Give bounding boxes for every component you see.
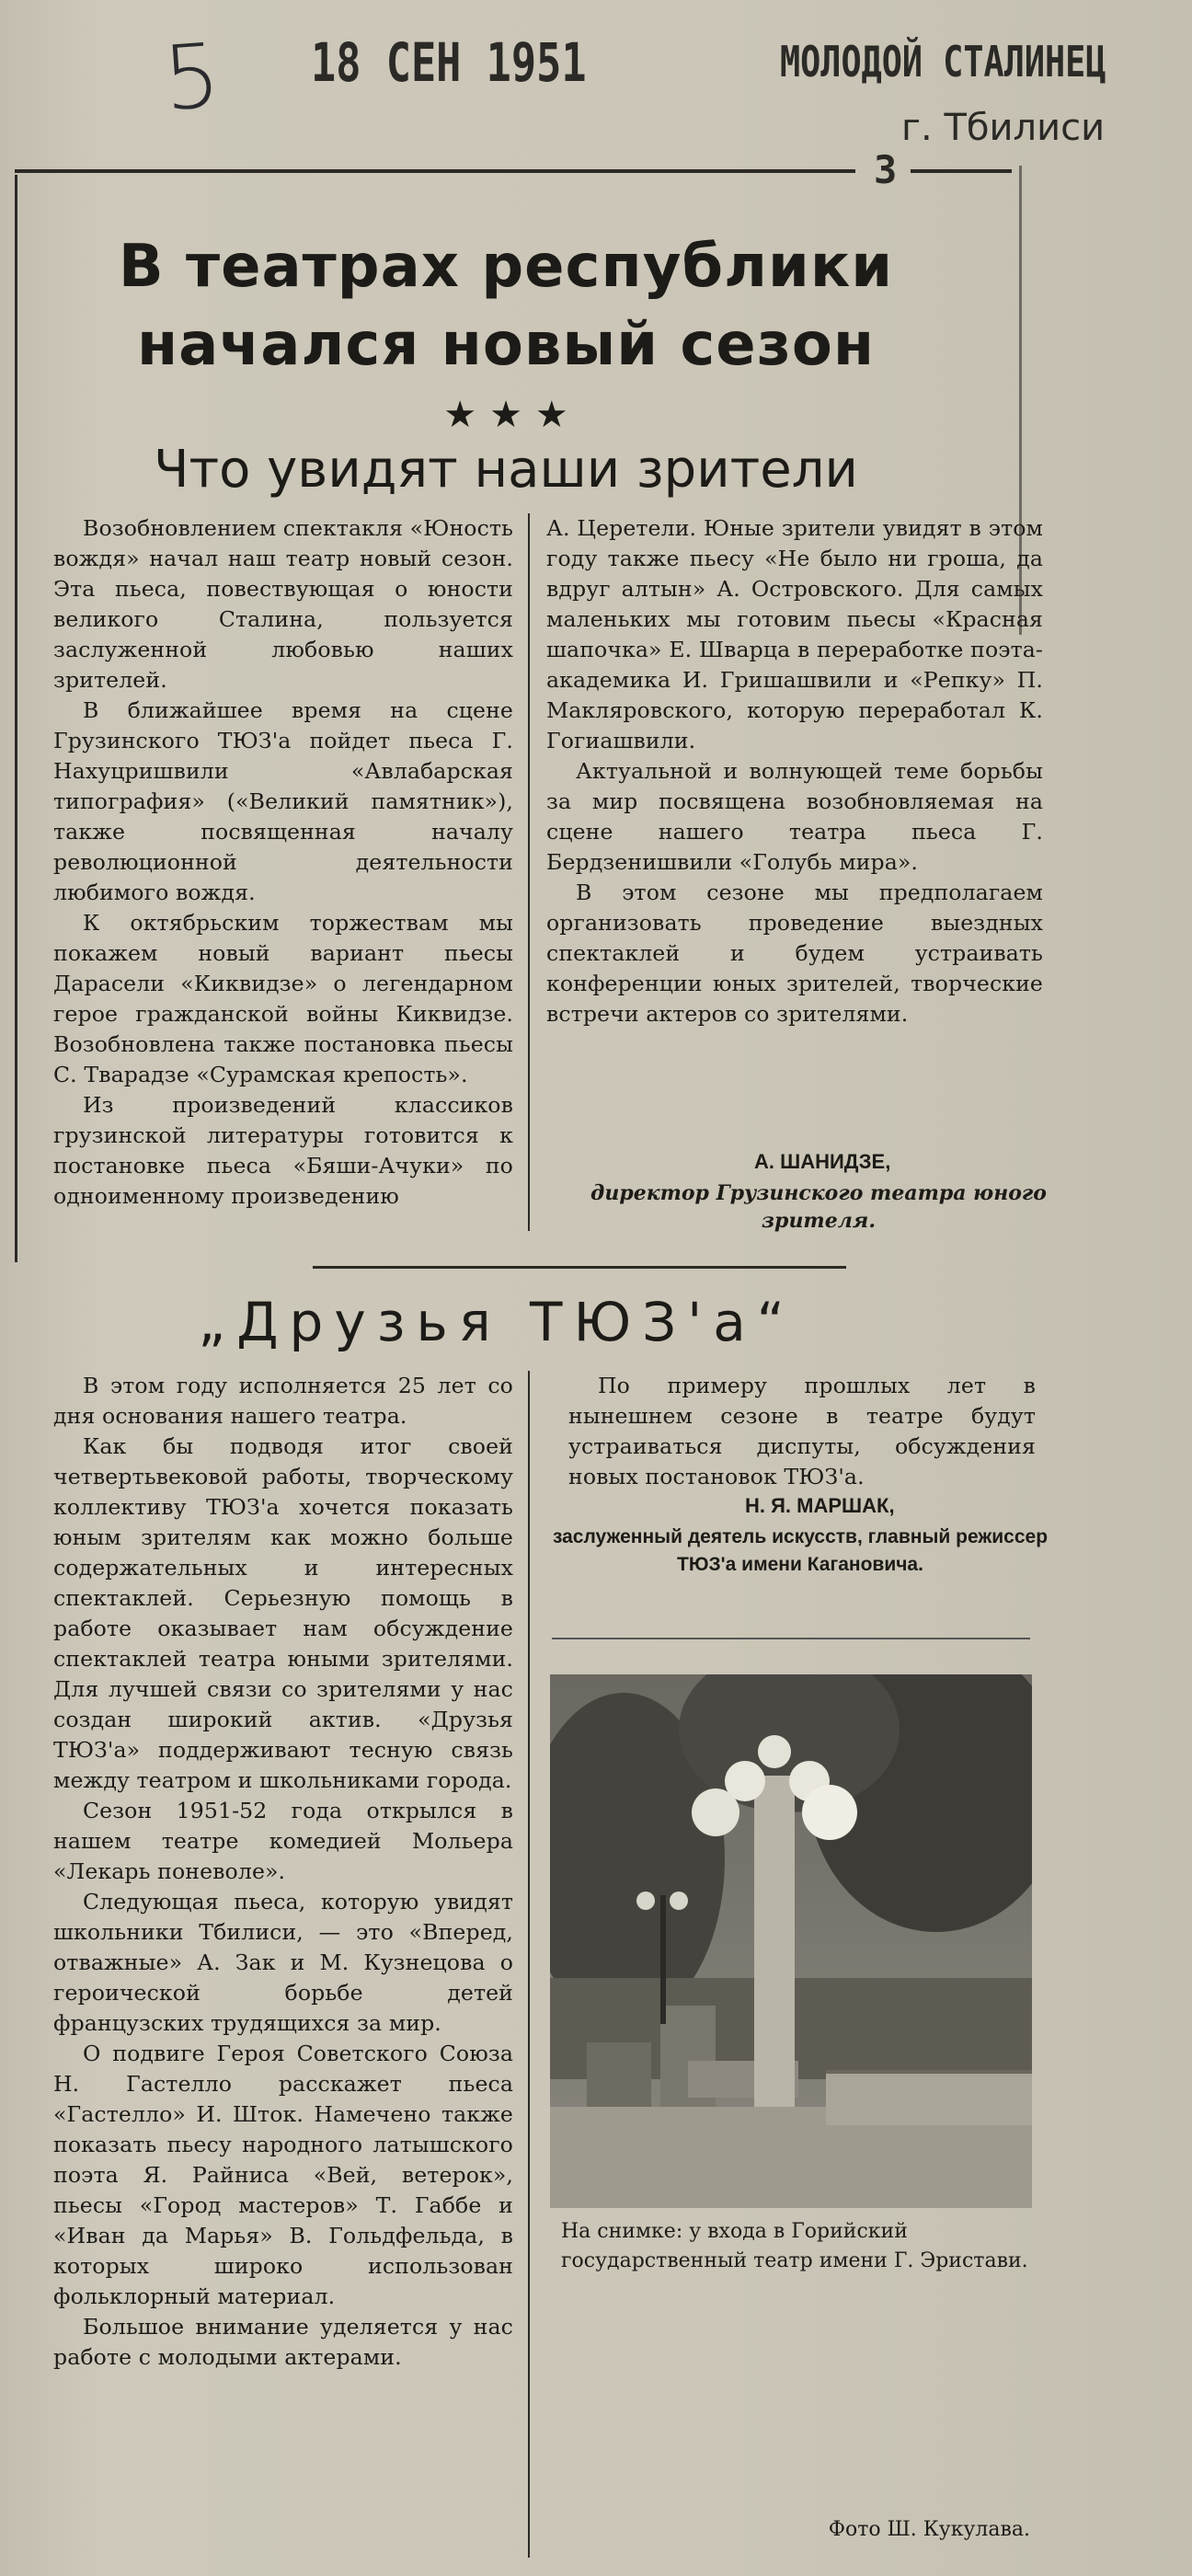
paragraph: О подвиге Героя Советского Союза Н. Гастелло расскажет пьеса «Гастелло» И. Шток. Намечено также показать пьесу народного латышского поэта Я. Райниса «Вей, ветерок», пьесы «Город мастеров» Т. Габбе и «Иван да Марья» В. Гольдфельда, в которых широко использован фольклорный материал. bbox=[53, 2041, 513, 2309]
header-rule-right bbox=[911, 169, 1012, 173]
paragraph: Актуальной и волнующей теме борьбы за мир посвящена возобновляемая на сцене нашего театра пьеса Г. Бердзенишвили «Голубь мира». bbox=[546, 758, 1043, 875]
article2-column2 bbox=[568, 1371, 1036, 1492]
paragraph: По примеру прошлых лет в нынешнем сезоне в театре будут устраиваться диспуты, обсуждения новых постановок ТЮЗ'а. bbox=[568, 1373, 1036, 1489]
paragraph: А. Церетели. Юные зрители увидят в этом году также пьесу «Не было ни гроша, да вдруг алтын» А. Островского. Для самых маленьких мы готовим пьесы «Красная шапочка» Е. Шварца в переработке поэта-академика И. Гришашвили и «Репку» П. Макляровского, которую переработал К. Гогиашвили. bbox=[546, 515, 1043, 753]
photo-top-rule bbox=[552, 1638, 1030, 1639]
paragraph: Следующая пьеса, которую увидят школьники Тбилиси, — это «Вперед, отважные» А. Зак и М. Кузнецова о героической борьбе детей французских трудящихся за мир. bbox=[53, 1889, 513, 2036]
paragraph: К октябрьским торжествам мы покажем новый вариант пьесы Дарасели «Киквидзе» о легендарном герое гражданской войны Киквидзе. Возобновлена также постановка пьесы С. Тварадзе «Сурамская крепость». bbox=[53, 910, 513, 1087]
article1-signature-title: директор Грузинского театра юного зрителя. bbox=[590, 1181, 1047, 1233]
paragraph: Сезон 1951-52 года открылся в нашем театре комедией Мольера «Лекарь поневоле». bbox=[53, 1798, 513, 1884]
date-stamp: 18 СЕН 1951 bbox=[311, 31, 587, 94]
article2-signature-title: заслуженный деятель искусств, главный режиссер ТЮЗ'а имени Кагановича. bbox=[552, 1526, 1049, 1575]
handwritten-number: 5 bbox=[160, 24, 224, 131]
article1-column1 bbox=[53, 513, 513, 1212]
article2-signature-name: Н. Я. МАРШАК, bbox=[745, 1494, 895, 1517]
theatre-entrance-photo bbox=[550, 1674, 1032, 2208]
photo-credit: Фото Ш. Кукулава. bbox=[828, 2518, 1030, 2541]
paragraph: В этом году исполняется 25 лет со дня основания нашего театра. bbox=[53, 1373, 513, 1429]
article1-headline-line2: начался новый сезон bbox=[136, 311, 876, 379]
newspaper-name-stamp: МОЛОДОЙ СТАЛИНЕЦ bbox=[780, 37, 1106, 86]
paragraph: Большое внимание уделяется у нас работе с молодыми актерами. bbox=[53, 2314, 513, 2370]
page-number: 3 bbox=[874, 147, 898, 192]
paragraph: Как бы подводя итог своей четвертьвековой работы, творческому коллективу ТЮЗ'а хочется показать юным зрителям как можно больше содержательных и интересных спектаклей. Серьезную помощь в работе оказывает нам обсуждение спектаклей театра юными зрителями. Для лучшей связи со зрителями у нас создан широкий актив. «Друзья ТЮЗ'а» поддерживают тесную связь между театром и школьниками города. bbox=[53, 1433, 513, 1793]
stars-ornament: ★ ★ ★ bbox=[443, 394, 568, 436]
article2-column1 bbox=[53, 1371, 513, 2373]
paragraph: Возобновлением спектакля «Юность вождя» начал наш театр новый сезон. Эта пьеса, повествующая о юности великого Сталина, пользуется заслуженной любовью наших зрителей. bbox=[53, 515, 513, 693]
article1-column2 bbox=[546, 513, 1043, 1029]
header-rule-left bbox=[15, 169, 855, 173]
article1-headline-line1: В театрах республики bbox=[118, 233, 894, 301]
article2-headline: „Друзья ТЮЗ'а“ bbox=[198, 1291, 796, 1353]
paragraph: Из произведений классиков грузинской литературы готовится к постановке пьеса «Бяши-Ачуки» по одноименному произведению bbox=[53, 1092, 513, 1209]
paragraph: В ближайшее время на сцене Грузинского ТЮЗ'а пойдет пьеса Г. Нахуцришвили «Авлабарская типография» («Великий памятник»), также посвященная началу революционной деятельности любимого вождя. bbox=[53, 697, 513, 905]
column-divider bbox=[528, 513, 530, 1231]
photo-illustration bbox=[550, 1674, 1032, 2208]
article1-subhead: Что увидят наши зрители bbox=[154, 440, 858, 500]
article1-signature-name: А. ШАНИДЗЕ, bbox=[754, 1150, 891, 1173]
section-divider bbox=[313, 1266, 846, 1269]
city-stamp: г. Тбилиси bbox=[901, 107, 1106, 149]
photo-caption: На снимке: у входа в Горийский государственный театр имени Г. Эристави. bbox=[561, 2220, 1028, 2272]
paragraph: В этом сезоне мы предполагаем организовать проведение выездных спектаклей и будем устраивать конференции юных зрителей, творческие встречи актеров со зрителями. bbox=[546, 880, 1043, 1027]
column-divider bbox=[528, 1371, 530, 2558]
